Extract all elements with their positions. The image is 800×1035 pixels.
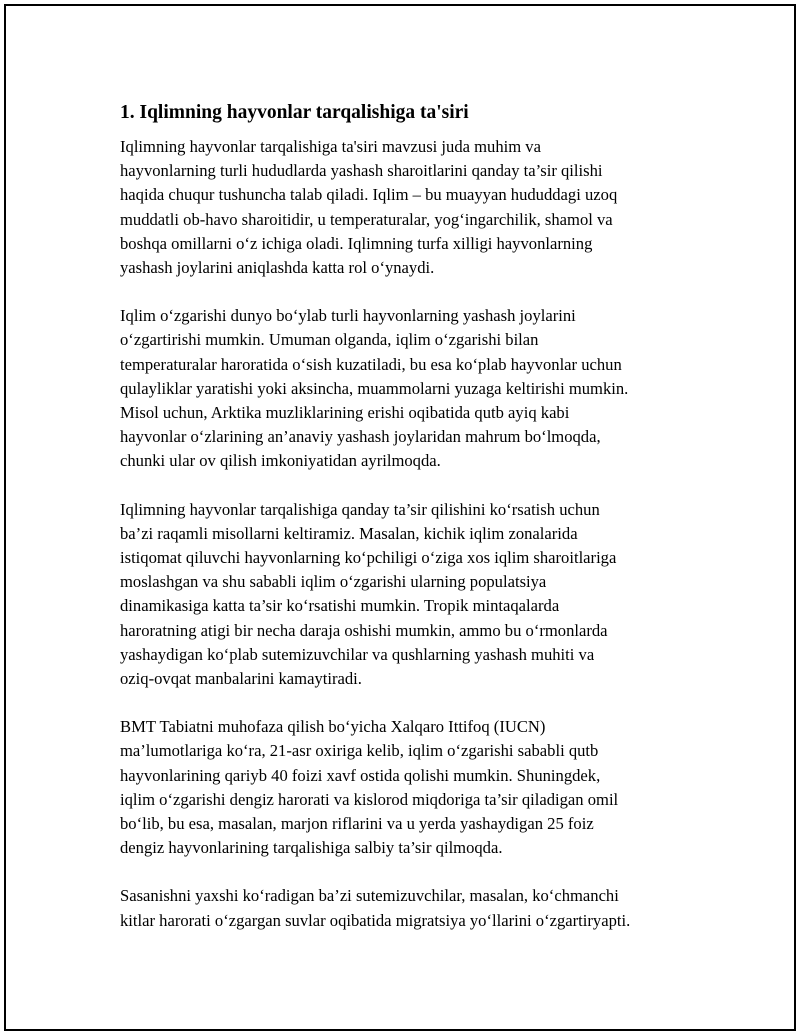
paragraph-line: BMT Tabiatni muhofaza qilish bo‘yicha Xalqaro Ittifoq (IUCN)	[120, 717, 546, 737]
paragraph-line: ma’lumotlariga ko‘ra, 21-asr oxiriga kelib, iqlim o‘zgarishi sababli qutb	[120, 741, 599, 761]
paragraph-line: istiqomat qiluvchi hayvonlarning ko‘pchiligi o‘ziga xos iqlim sharoitlariga	[120, 548, 617, 568]
paragraph-line: oziq-ovqat manbalarini kamaytiradi.	[120, 669, 362, 689]
paragraph-line: chunki ular ov qilish imkoniyatidan ayrilmoqda.	[120, 451, 441, 471]
paragraph-5	[120, 884, 710, 932]
paragraph-line: o‘zgartirishi mumkin. Umuman olganda, iqlim o‘zgarishi bilan	[120, 330, 539, 350]
document-title: 1. Iqlimning hayvonlar tarqalishiga ta'siri	[120, 102, 469, 123]
paragraph-line: yashaydigan ko‘plab sutemizuvchilar va qushlarning yashash muhiti va	[120, 644, 595, 664]
paragraph-line: Iqlimning hayvonlar tarqalishiga qanday ta’sir qilishini ko‘rsatish uchun	[120, 499, 600, 519]
paragraph-line: temperaturalar haroratida o‘sish kuzatiladi, bu esa ko‘plab hayvonlar uchun	[120, 354, 622, 374]
paragraph-line: ba’zi raqamli misollarni keltiramiz. Masalan, kichik iqlim zonalarida	[120, 523, 578, 543]
paragraph-line: Iqlim o‘zgarishi dunyo bo‘ylab turli hayvonlarning yashash joylarini	[120, 306, 576, 326]
paragraph-line: kitlar harorati o‘zgargan suvlar oqibatida migratsiya yo‘llarini o‘zgartiryapti.	[120, 910, 631, 930]
paragraph-4	[120, 715, 710, 860]
paragraph-line: Iqlimning hayvonlar tarqalishiga ta'siri mavzusi juda muhim va	[120, 137, 541, 156]
paragraph-line: haqida chuqur tushuncha talab qiladi. Iqlim – bu muayyan hududdagi uzoq	[120, 185, 618, 205]
paragraph-line: hayvonlar o‘zlarining an’anaviy yashash joylaridan mahrum bo‘lmoqda,	[120, 427, 601, 447]
paragraph-line: bo‘lib, bu esa, masalan, marjon riflarini va u yerda yashaydigan 25 foiz	[120, 814, 594, 834]
paragraph-line: muddatli ob-havo sharoitidir, u temperaturalar, yog‘ingarchilik, shamol va	[120, 209, 613, 229]
paragraph-line: Misol uchun, Arktika muzliklarining erishi oqibatida qutb ayiq kabi	[120, 403, 570, 423]
paragraph-line: Sasanishni yaxshi ko‘radigan ba’zi sutemizuvchilar, masalan, ko‘chmanchi	[120, 886, 619, 906]
paragraph-line: iqlim o‘zgarishi dengiz harorati va kislorod miqdoriga ta’sir qiladigan omil	[120, 789, 619, 809]
paragraph-line: hayvonlarining qariyb 40 foizi xavf ostida qolishi mumkin. Shuningdek,	[120, 765, 601, 785]
paragraph-line: dinamikasiga katta ta’sir ko‘rsatishi mumkin. Tropik mintaqalarda	[120, 596, 560, 616]
paragraph-line: hayvonlarning turli hududlarda yashash sharoitlarini qanday ta’sir qilishi	[120, 161, 603, 181]
paragraph-line: boshqa omillarni o‘z ichiga oladi. Iqlimning turfa xilligi hayvonlarning	[120, 233, 593, 253]
paragraph-line: moslashgan va shu sababli iqlim o‘zgarishi ularning populatsiya	[120, 572, 547, 592]
paragraph-line: haroratning atigi bir necha daraja oshishi mumkin, ammo bu o‘rmonlarda	[120, 620, 608, 640]
paragraph-line: dengiz hayvonlarining tarqalishiga salbiy ta’sir qilmoqda.	[120, 838, 503, 858]
paragraph-1	[120, 135, 710, 280]
document-body	[120, 100, 710, 957]
paragraph-3	[120, 498, 710, 692]
paragraph-line: qulayliklar yaratishi yoki aksincha, muammolarni yuzaga keltirishi mumkin.	[120, 378, 629, 398]
paragraph-line: yashash joylarini aniqlashda katta rol o‘ynaydi.	[120, 258, 435, 278]
paragraph-2	[120, 304, 710, 473]
page-frame	[4, 4, 796, 1031]
